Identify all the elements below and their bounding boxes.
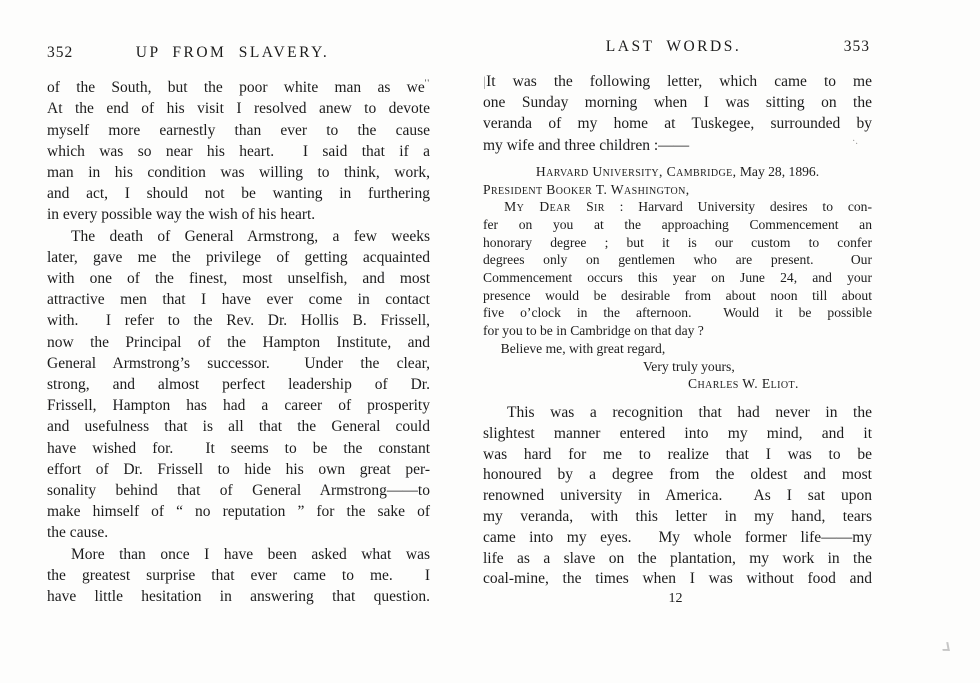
paragraph	[47, 544, 430, 608]
text-line	[47, 565, 430, 586]
text-line	[47, 374, 430, 395]
superscript-mark: ''	[424, 78, 430, 88]
text-line	[47, 522, 430, 543]
text-line	[47, 162, 430, 183]
paragraph	[47, 73, 430, 226]
text-segment: came into my eyes. My whole former life——my	[483, 528, 872, 546]
text-line	[483, 287, 872, 305]
text-segment: coal-mine, the times when I was without food and	[483, 570, 872, 588]
text-segment: have little hesitation in answering that question.	[47, 588, 430, 606]
text-segment: the cause.	[47, 524, 109, 542]
text-line	[47, 501, 430, 522]
text-line	[483, 528, 872, 549]
text-segment: The death of General Armstrong, a few weeks	[71, 227, 430, 245]
right-page-number: 353	[843, 38, 870, 55]
small-caps-text: Charles W. Eliot.	[688, 376, 799, 392]
text-segment: Frissell, Hampton has had a career of prosperity	[47, 397, 430, 415]
right-page-body	[483, 71, 872, 590]
text-line	[47, 353, 430, 374]
small-caps-text: Harvard University, Cambridge,	[535, 163, 737, 179]
text-line	[47, 416, 430, 437]
text-line	[47, 204, 430, 225]
right-running-header	[483, 38, 872, 55]
text-line	[483, 163, 872, 181]
small-caps-text: My Dear Sir	[504, 199, 605, 215]
paragraph	[483, 71, 872, 156]
text-segment: slightest manner entered into my mind, and it	[483, 424, 872, 442]
text-line	[483, 304, 872, 322]
scan-artifact-corner-mark	[941, 642, 950, 651]
text-line	[47, 226, 430, 247]
scan-ink-mark: |	[483, 74, 486, 89]
right-page	[483, 38, 872, 607]
paragraph	[483, 403, 872, 590]
text-line	[483, 251, 872, 269]
letter-block	[483, 163, 872, 393]
text-line	[483, 549, 872, 570]
text-segment: fer on you at the approaching Commencement an	[483, 216, 872, 232]
text-line	[483, 340, 872, 358]
text-line	[47, 438, 430, 459]
text-line	[483, 113, 872, 134]
text-line	[47, 459, 430, 480]
text-segment: life as a slave on the plantation, my work in the	[483, 549, 872, 567]
text-segment: : Harvard University desires to con-	[604, 199, 872, 215]
text-segment: General Armstrong’s successor. Under the clear,	[47, 354, 430, 372]
paragraph	[47, 226, 430, 544]
text-segment: This was a recognition that had never in the	[507, 403, 872, 421]
text-segment: Commencement occurs this year on June 24, and your	[483, 270, 872, 286]
text-segment: effort of Dr. Frissell to hide his own great per-	[47, 460, 430, 478]
text-segment: More than once I have been asked what was	[71, 545, 430, 563]
text-segment: of the South, but the poor white man as we	[47, 79, 425, 97]
text-segment: have wished for. It seems to be the constant	[47, 439, 430, 457]
text-line	[483, 216, 872, 234]
text-line	[47, 480, 430, 501]
text-line	[47, 289, 430, 310]
text-line	[47, 586, 430, 607]
text-line	[47, 120, 430, 141]
text-line	[47, 544, 430, 565]
text-segment: five o’clock in the afternoon. Would it be possible	[483, 305, 872, 321]
text-line	[483, 92, 872, 113]
right-running-title: LAST WORDS.	[605, 38, 742, 55]
text-line	[483, 403, 872, 424]
text-segment: now the Principal of the Hampton Institute, and	[47, 333, 430, 351]
text-segment: which was so near his heart. I said that if a	[47, 142, 430, 160]
text-segment: with one of the finest, most unselfish, and most	[47, 269, 430, 287]
text-line	[483, 569, 872, 590]
text-line	[483, 322, 872, 340]
text-segment: honoured by a degree from the oldest and most	[483, 466, 872, 484]
text-line	[483, 135, 872, 156]
text-line	[483, 269, 872, 287]
text-segment: my veranda, with this letter in my hand, tears	[483, 507, 872, 525]
text-line	[483, 181, 872, 199]
text-line	[483, 465, 872, 486]
text-line	[483, 358, 872, 376]
text-segment: At the end of his visit I resolved anew to devote	[47, 100, 430, 118]
text-line	[483, 486, 872, 507]
text-line	[483, 507, 872, 528]
text-segment: with. I refer to the Rev. Dr. Hollis B. Frissell,	[47, 312, 430, 330]
signature-mark: 12	[668, 591, 683, 607]
text-line	[47, 395, 430, 416]
text-line	[47, 247, 430, 268]
text-line	[483, 71, 872, 92]
text-segment: strong, and almost perfect leadership of Dr.	[47, 376, 430, 393]
left-page-number: 352	[47, 44, 74, 61]
text-segment: attractive men that I have ever come in contact	[47, 291, 430, 309]
text-segment: degrees only on gentlemen who are present. Our	[483, 252, 872, 268]
text-segment: myself more earnestly than ever to the cause	[47, 121, 430, 139]
text-line	[47, 98, 430, 119]
text-segment: and act, I should not be wanting in furthering	[47, 185, 430, 203]
text-line	[483, 198, 872, 216]
text-segment: the greatest surprise that ever came to me. I	[47, 566, 430, 584]
text-segment: make himself of “ no reputation ” for the sake of	[47, 503, 430, 521]
left-page	[47, 44, 430, 607]
text-line	[47, 332, 430, 353]
left-running-header	[47, 44, 430, 61]
text-segment: later, gave me the privilege of getting acquainted	[47, 248, 430, 266]
text-segment: presence would be desirable from about noon till about	[483, 287, 872, 303]
text-segment: Believe me, with great regard,	[500, 340, 666, 356]
text-segment: Very truly yours,	[643, 358, 735, 374]
text-segment: and usefulness that is all that the General could	[47, 418, 430, 436]
scan-artifact-dot-mark: ·.	[852, 136, 858, 147]
left-page-body	[47, 73, 430, 607]
small-caps-text: President Booker T. Washington,	[483, 181, 690, 197]
text-line	[483, 424, 872, 445]
text-line	[483, 445, 872, 466]
text-segment: It was the following letter, which came to me	[486, 73, 872, 90]
text-line	[47, 268, 430, 289]
text-segment: honorary degree ; but it is our custom to confer	[483, 234, 872, 250]
text-segment: man in his condition was willing to think, work,	[47, 163, 430, 181]
text-segment: sonality behind that of General Armstrong——to	[47, 482, 430, 500]
text-segment: in every possible way the wish of his heart.	[47, 206, 316, 224]
text-line	[47, 183, 430, 204]
text-line	[483, 234, 872, 252]
text-segment: was hard for me to realize that I was to be	[483, 445, 872, 463]
text-line	[47, 73, 430, 98]
text-line	[47, 141, 430, 162]
text-segment: for you to be in Cambridge on that day ?	[483, 323, 704, 339]
text-segment: one Sunday morning when I was sitting on the	[483, 94, 872, 112]
text-segment: my wife and three children :——	[483, 136, 690, 154]
text-segment: veranda of my home at Tuskegee, surrounded by	[483, 115, 872, 133]
text-line	[47, 310, 430, 331]
text-segment: renowned university in America. As I sat upon	[483, 487, 872, 505]
text-segment: May 28, 1896.	[736, 163, 820, 179]
left-running-title: UP FROM SLAVERY.	[135, 44, 330, 61]
text-line	[483, 375, 872, 393]
